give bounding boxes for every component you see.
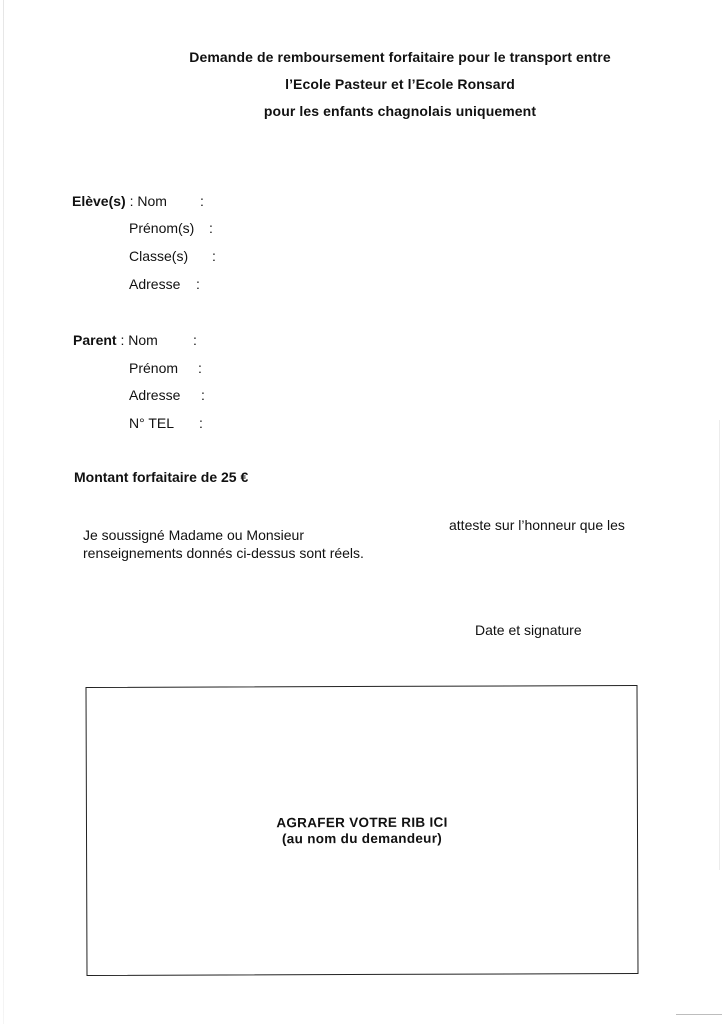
- scan-edge-line: [3, 0, 4, 1024]
- form-title-line1: Demande de remboursement forfaitaire pour le transport entre: [189, 49, 611, 65]
- scan-mark: [676, 1014, 722, 1015]
- form-title-line3: pour les enfants chagnolais uniquement: [263, 103, 537, 119]
- parent-nom-colon: :: [193, 332, 197, 348]
- declaration-part2: atteste sur l’honneur que les: [449, 517, 625, 533]
- eleve-classe-label: Classe(s): [129, 248, 189, 264]
- eleve-classe-colon: :: [212, 248, 216, 264]
- amount-label: Montant forfaitaire de 25 €: [74, 469, 249, 485]
- parent-tel-colon: :: [199, 415, 203, 431]
- eleve-prenom-label: Prénom(s): [129, 220, 195, 236]
- eleve-adresse-colon: :: [196, 276, 200, 292]
- parent-tel-label: N° TEL: [129, 415, 175, 431]
- signature-label: Date et signature: [475, 622, 582, 638]
- parent-nom-label: Nom: [128, 332, 158, 348]
- eleve-prenom-colon: :: [209, 220, 213, 236]
- eleve-nom-label: Nom: [137, 193, 167, 209]
- form-title-line2: l’Ecole Pasteur et l’Ecole Ronsard: [285, 76, 515, 92]
- declaration-part1: Je soussigné Madame ou Monsieur: [83, 527, 305, 543]
- parent-prenom-colon: :: [198, 360, 202, 376]
- parent-adresse-label: Adresse: [129, 387, 181, 403]
- eleve-adresse-label: Adresse: [129, 276, 181, 292]
- rib-attachment-box: [85, 685, 638, 976]
- rib-instruction: AGRAFER VOTRE RIB ICI: [276, 814, 448, 831]
- parent-nom-row: Parent : Nom: [73, 332, 158, 348]
- parent-label: Parent: [73, 332, 117, 348]
- eleve-label: Elève(s): [72, 193, 126, 209]
- parent-prenom-label: Prénom: [129, 360, 179, 376]
- declaration-part3: renseignements donnés ci-dessus sont réels.: [83, 545, 364, 561]
- parent-adresse-colon: :: [201, 387, 205, 403]
- rib-note: (au nom du demandeur): [281, 830, 443, 847]
- eleve-nom-row: Elève(s) : Nom: [72, 193, 167, 209]
- scan-edge-line-right: [719, 420, 720, 870]
- eleve-nom-colon: :: [200, 193, 204, 209]
